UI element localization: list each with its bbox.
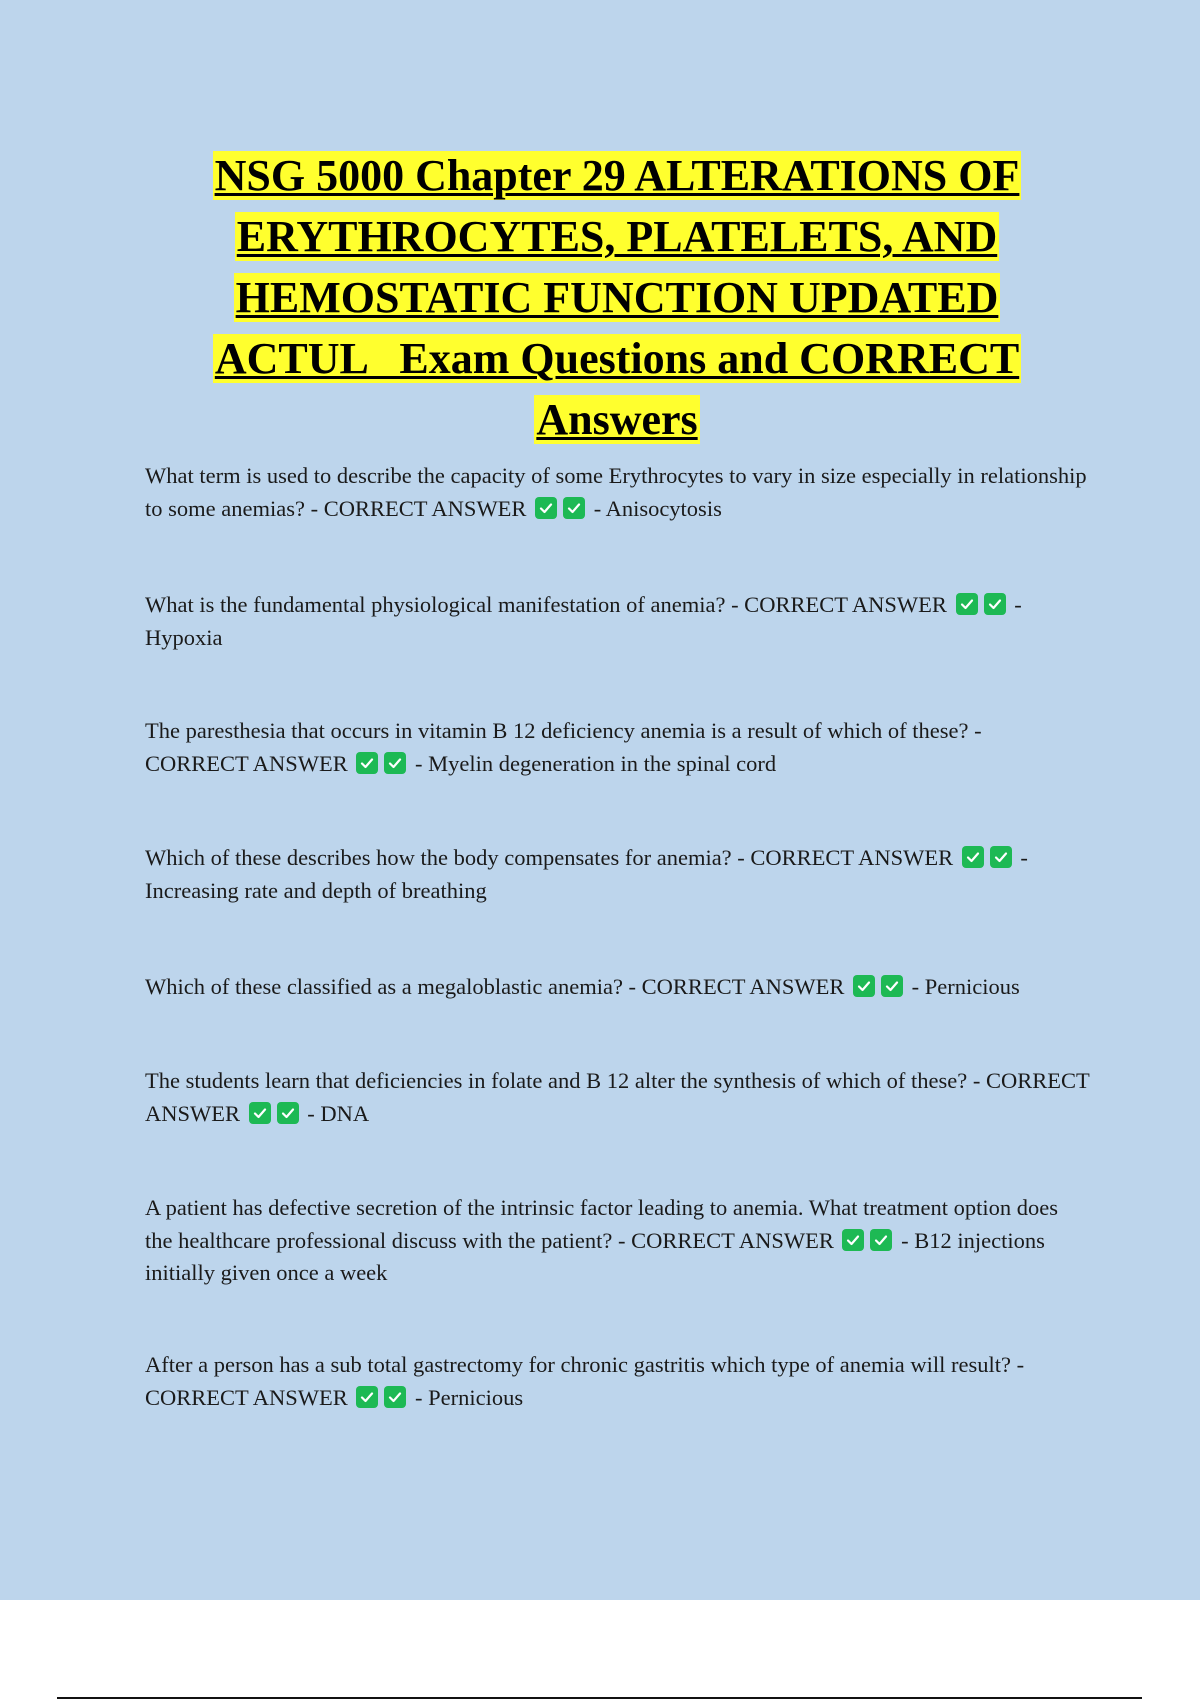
check-mark-button-icon [870,1229,892,1251]
question-text: The students learn that deficiencies in folate and B 12 alter the synthesis of which of these? - CORRECT ANSWER [145,1068,1090,1126]
document-title [150,145,1084,450]
qa-item [145,715,1090,780]
qa-item [145,842,1090,907]
question-text: What term is used to describe the capacity of some Erythrocytes to vary in size especially in relationship to some anemias? - CORRECT ANSWER [145,463,1087,521]
question-text: After a person has a sub total gastrectomy for chronic gastritis which type of anemia will result? - CORRECT ANSWER [145,1352,1025,1410]
check-mark-button-icon [356,752,378,774]
title-line: NSG 5000 Chapter 29 ALTERATIONS OF [214,151,1020,200]
title-line: ACTUL Exam Questions and CORRECT [214,334,1020,383]
question-text: A patient has defective secretion of the intrinsic factor leading to anemia. What treatment option does the healthcare professional discuss with the patient? - CORRECT ANSWER [145,1195,1059,1253]
answer-text: - Hypoxia [145,592,1022,650]
answer-text: - DNA [307,1100,370,1126]
answer-text: - Increasing rate and depth of breathing [145,845,1028,903]
check-mark-button-icon [249,1102,271,1124]
check-mark-button-icon [853,975,875,997]
question-text: The paresthesia that occurs in vitamin B 12 deficiency anemia is a result of which of these? - CORRECT ANSWER [145,718,982,776]
check-mark-button-icon [956,593,978,615]
check-mark-button-icon [962,846,984,868]
check-mark-button-icon [984,593,1006,615]
check-mark-button-icon [881,975,903,997]
qa-item [145,460,1090,525]
check-mark-button-icon [990,846,1012,868]
check-mark-button-icon [842,1229,864,1251]
answer-text: - Anisocytosis [593,495,722,521]
question-text: Which of these describes how the body compensates for anemia? - CORRECT ANSWER [145,845,954,870]
question-text: What is the fundamental physiological manifestation of anemia? - CORRECT ANSWER [145,592,947,617]
title-line: Answers [536,395,698,444]
qa-item [145,1065,1090,1130]
answer-text: - B12 injections initially given once a week [145,1227,1045,1285]
qa-item [145,971,1090,1004]
qa-item [145,1192,1090,1290]
check-mark-button-icon [563,497,585,519]
check-mark-button-icon [384,1386,406,1408]
question-text: Which of these classified as a megaloblastic anemia? - CORRECT ANSWER [145,974,845,999]
check-mark-button-icon [277,1102,299,1124]
answer-text: - Pernicious [415,1384,524,1410]
check-mark-button-icon [535,497,557,519]
qa-item [145,589,1090,654]
answer-text: - Pernicious [911,974,1020,999]
check-mark-button-icon [356,1386,378,1408]
title-line: HEMOSTATIC FUNCTION UPDATED [235,273,999,322]
check-mark-button-icon [384,752,406,774]
answer-text: - Myelin degeneration in the spinal cord [415,750,777,776]
title-line: ERYTHROCYTES, PLATELETS, AND [236,212,998,261]
page-divider [57,1697,1142,1699]
qa-item [145,1349,1090,1414]
